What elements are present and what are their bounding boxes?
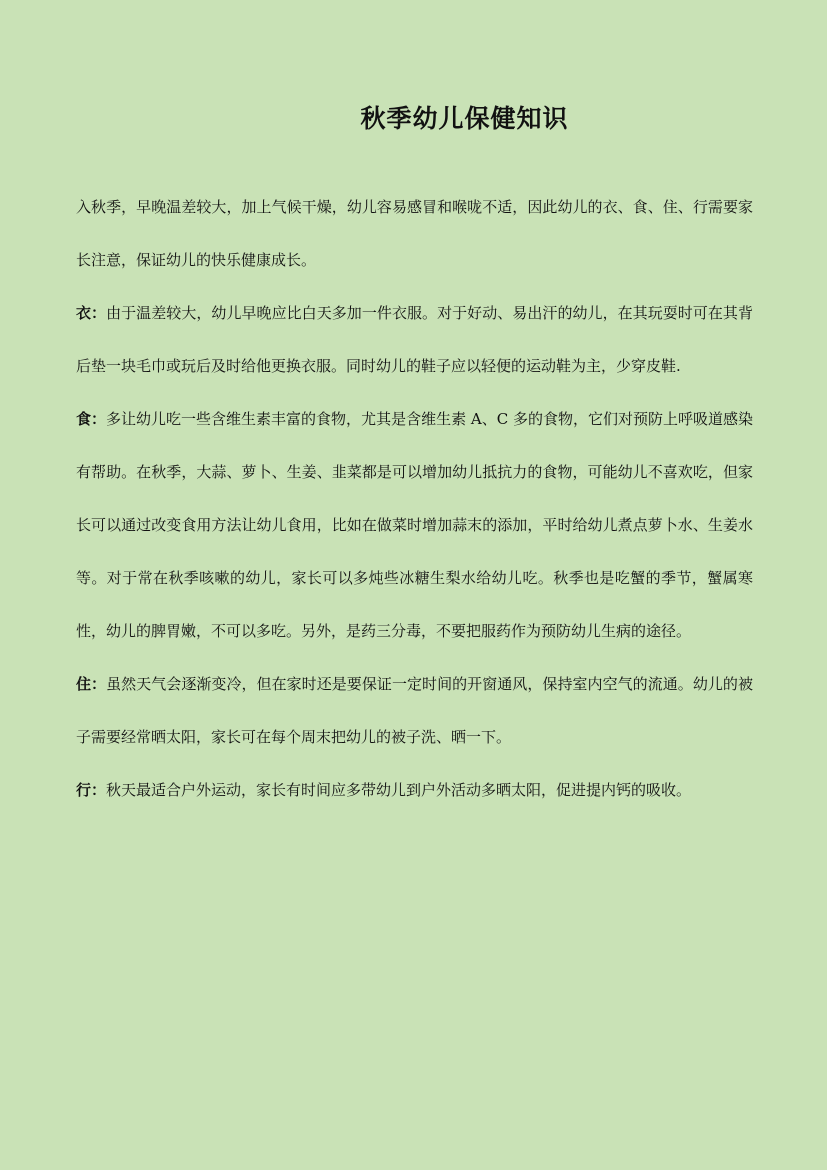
document-body (76, 181, 753, 817)
section-text-travel: 秋天最适合户外运动，家长有时间应多带幼儿到户外活动多晒太阳，促进提内钙的吸收。 (106, 781, 692, 799)
section-label-housing: 住： (76, 675, 107, 693)
section-text-clothing: 由于温差较大，幼儿早晚应比白天多加一件衣服。对于好动、易出汗的幼儿，在其玩耍时可在其背后垫一块毛巾或玩后及时给他更换衣服。同时幼儿的鞋子应以轻便的运动鞋为主，少穿皮鞋. (76, 304, 753, 375)
intro-paragraph: 入秋季，早晚温差较大，加上气候干燥，幼儿容易感冒和喉咙不适，因此幼儿的衣、食、住、行需要家长注意，保证幼儿的快乐健康成长。 (76, 198, 753, 269)
section-label-clothing: 衣： (76, 304, 107, 322)
section-clothing (76, 287, 753, 393)
section-text-housing: 虽然天气会逐渐变冷，但在家时还是要保证一定时间的开窗通风，保持室内空气的流通。幼儿的被子需要经常晒太阳，家长可在每个周末把幼儿的被子洗、晒一下。 (76, 675, 753, 746)
section-food (76, 393, 753, 658)
section-housing (76, 658, 753, 764)
section-text-food: 多让幼儿吃一些含维生素丰富的食物，尤其是含维生素 A、C 多的食物，它们对预防上呼吸道感染有帮助。在秋季，大蒜、萝卜、生姜、韭菜都是可以增加幼儿抵抗力的食物，可能幼儿不喜欢吃，但家长可以通过改变食用方法让幼儿食用，比如在做菜时增加蒜末的添加，平时给幼儿煮点萝卜水、生姜水等。对于常在秋季咳嗽的幼儿，家长可以多炖些冰糖生梨水给幼儿吃。秋季也是吃蟹的季节，蟹属寒性，幼儿的脾胃嫩，不可以多吃。另外，是药三分毒，不要把服药作为预防幼儿生病的途径。 (76, 410, 753, 640)
section-travel (76, 764, 753, 817)
page-title: 秋季幼儿保健知识 (360, 104, 569, 133)
section-label-food: 食： (76, 410, 107, 428)
section-label-travel: 行： (76, 781, 107, 799)
